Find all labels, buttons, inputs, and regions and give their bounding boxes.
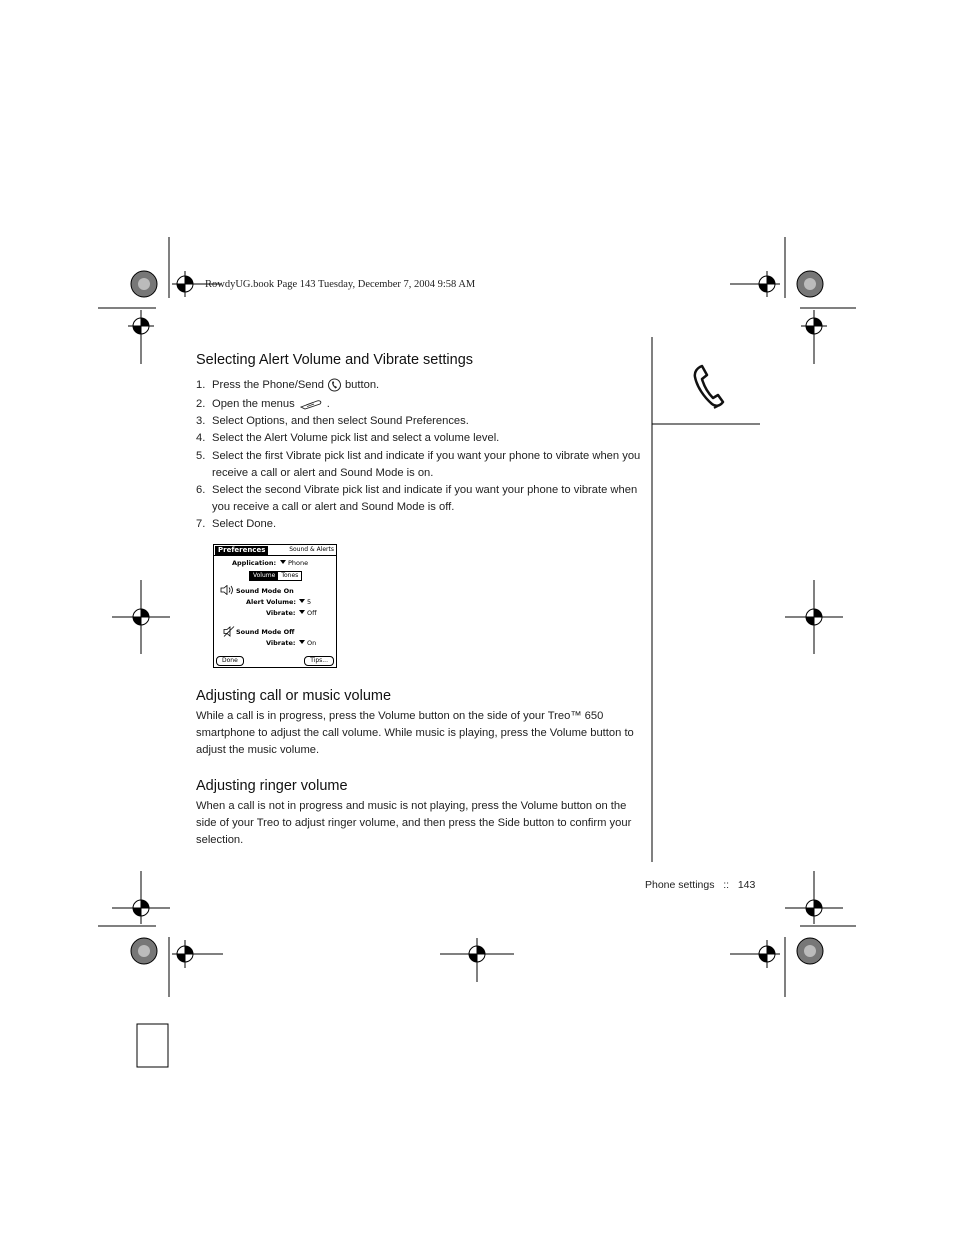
page-footer <box>645 879 755 891</box>
step-text: Select the first Vibrate pick list and indicate if you want your phone to vibrate when you receive a call or alert and Sound Mode is on. <box>212 450 641 479</box>
screen-title: Preferences <box>215 546 268 555</box>
done-button: Done <box>216 656 244 666</box>
footer-section: Phone settings <box>645 879 715 891</box>
heading-call-music-volume: Adjusting call or music volume <box>196 688 392 704</box>
menu-icon <box>299 398 323 410</box>
sound-preferences-screenshot <box>213 544 337 668</box>
heading-ringer-volume: Adjusting ringer volume <box>196 778 348 794</box>
application-label: Application: <box>232 559 277 567</box>
vibrate-on-label: Vibrate: <box>266 609 296 617</box>
sound-mode-on-label: Sound Mode On <box>236 587 294 595</box>
step-text: button. <box>344 379 380 391</box>
application-value: Phone <box>288 559 309 567</box>
footer-separator: :: <box>723 879 730 891</box>
step-number: 7. <box>196 518 206 530</box>
step-text: Select the Alert Volume pick list and select a volume level. <box>212 432 500 444</box>
phone-send-icon <box>328 378 341 392</box>
speaker-muted-icon <box>223 626 237 637</box>
ringer-paragraph: When a call is not in progress and music is not playing, press the Volume button on the side of your Treo to adjust ringer volume, and then press the Side button to confirm your selection. <box>196 800 632 846</box>
picklist-arrow-icon <box>299 610 305 614</box>
picklist-arrow-icon <box>299 599 305 603</box>
alert-volume-picklist <box>299 598 311 606</box>
alert-volume-value: 5 <box>307 598 312 606</box>
step-text: . <box>326 398 330 410</box>
page-number: 143 <box>737 879 756 891</box>
speaker-icon <box>220 585 234 595</box>
vibrate-on-picklist <box>299 609 317 617</box>
step-4 <box>196 430 641 447</box>
picklist-arrow-icon <box>299 640 305 644</box>
sound-mode-off-label: Sound Mode Off <box>236 628 295 636</box>
step-number: 4. <box>196 432 206 444</box>
picklist-arrow-icon <box>280 560 286 564</box>
call-music-paragraph: While a call is in progress, press the Volume button on the side of your Treo™ 650 smartphone to adjust the call volume. While music is playing, press the Volume button to adjust the music volume. <box>196 710 634 756</box>
tips-button: Tips... <box>304 656 334 666</box>
vibrate-off-picklist <box>299 639 316 647</box>
step-6 <box>196 482 641 516</box>
alert-volume-label: Alert Volume: <box>246 598 297 606</box>
step-text: Select Options, and then select Sound Preferences. <box>212 415 469 427</box>
tab-volume: Volume <box>250 572 278 580</box>
step-number: 6. <box>196 484 206 496</box>
step-number: 5. <box>196 450 206 462</box>
step-5 <box>196 448 641 482</box>
step-text: Select Done. <box>212 518 277 530</box>
vibrate-off-label: Vibrate: <box>266 639 296 647</box>
step-number: 1. <box>196 379 206 391</box>
phone-handset-icon <box>690 362 730 412</box>
step-2 <box>196 396 641 413</box>
step-text: Open the menus <box>212 398 295 410</box>
step-text: Select the second Vibrate pick list and indicate if you want your phone to vibrate when you receive a call or alert and Sound Mode is off. <box>212 484 638 513</box>
volume-tones-tabs <box>249 571 302 581</box>
vibrate-on-value: Off <box>307 609 317 617</box>
application-picklist <box>280 559 308 567</box>
title-divider <box>214 555 336 556</box>
book-header-line: RowdyUG.book Page 143 Tuesday, December 7, 2004 9:58 AM <box>205 279 476 290</box>
step-text: Press the Phone/Send <box>212 379 324 391</box>
step-3 <box>196 413 641 430</box>
step-number: 2. <box>196 398 206 410</box>
screen-category: Sound & Alerts <box>289 546 334 553</box>
step-number: 3. <box>196 415 206 427</box>
step-7 <box>196 516 641 533</box>
tab-tones: Tones <box>281 572 299 579</box>
step-1 <box>196 377 641 394</box>
heading-alert-volume: Selecting Alert Volume and Vibrate settings <box>196 352 474 368</box>
vibrate-off-value: On <box>307 639 317 647</box>
